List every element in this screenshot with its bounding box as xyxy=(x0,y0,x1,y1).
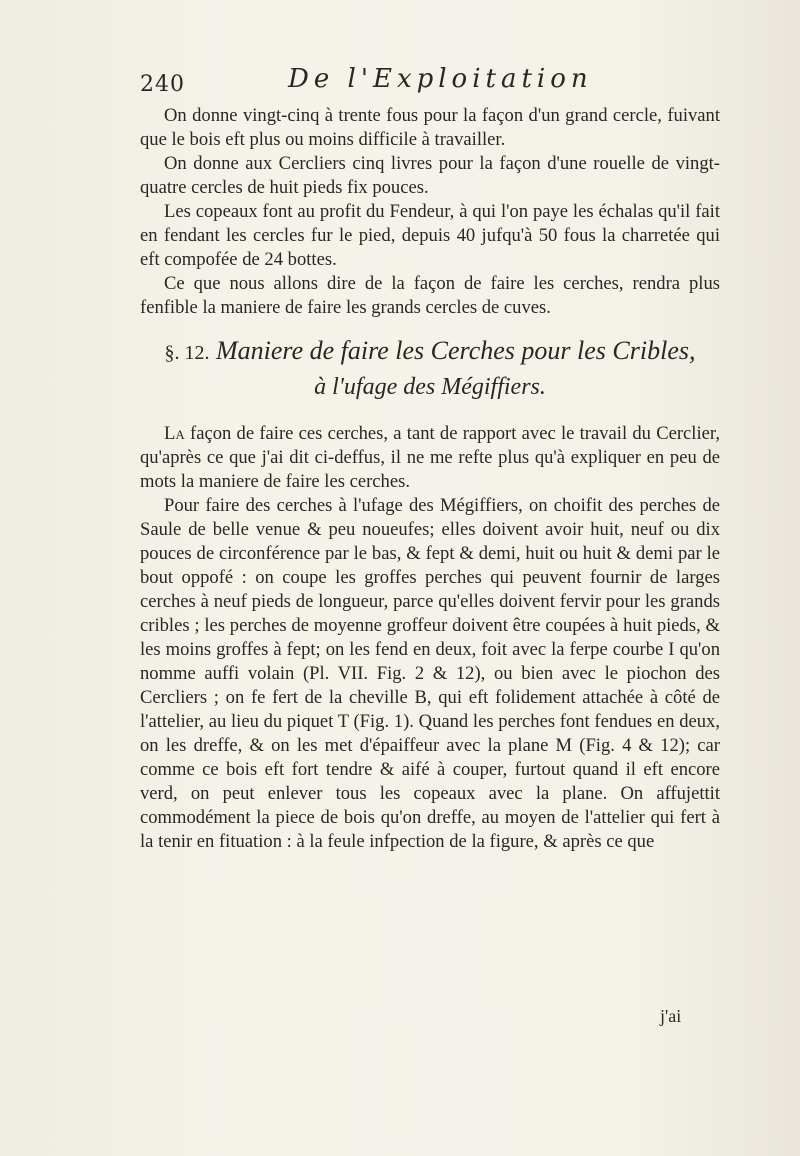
page-number: 240 xyxy=(140,72,185,97)
paragraph: On donne vingt-cinq à trente fous pour la façon d'un grand cercle, fuivant que le bois eft plus ou moins difficile à travailler. xyxy=(140,105,720,150)
section-heading xyxy=(140,334,720,404)
section-title-line2: à l'ufage des Mégiffiers. xyxy=(314,374,546,400)
paragraph-text: façon de faire ces cerches, a tant de rapport avec le travail du Cerclier, qu'après ce que j'ai dit ci-deffus, il ne me refte plus qu'à expliquer en peu de mots la maniere de faire les cerches. xyxy=(140,423,720,492)
paragraph: Pour faire des cerches à l'ufage des Mégiffiers, on choifit des perches de Saule de belle venue & peu noueufes; elles doivent avoir huit, neuf ou dix pouces de circonférence par le bas, & fept & demi, huit ou huit & demi par le bout oppofé : on coupe les groffes perches qui peuvent fournir de larges cerches à neuf pieds de longueur, parce qu'elles doivent fervir pour les grands cribles ; les perches de moyenne groffeur doivent être coupées à huit pieds, & les moins groffes à fept; on les fend en deux, foit avec la ferpe courbe I qu'on nomme auffi volain (Pl. VII. Fig. 2 & 12), ou bien avec le piochon des Cercliers ; on fe fert de la cheville B, qui eft folidement attachée à côté de l'attelier, au lieu du piquet T (Fig. 1). Quand les perches font fendues en deux, on les dreffe, & on les met d'épaiffeur avec la plane M (Fig. 4 & 12); car comme ce bois eft fort tendre & aifé à couper, furtout quand il eft encore verd, on peut enlever tous les copeaux avec la plane. On affujettit commodément la piece de bois qu'on dreffe, au moyen de l'attelier qui fert à la tenir en fituation : à la feule infpection de la figure, & après ce que xyxy=(140,495,720,852)
paragraph xyxy=(140,422,720,494)
running-title: De l'Exploitation xyxy=(288,64,593,94)
paragraph: On donne aux Cercliers cinq livres pour la façon d'une rouelle de vingt-quatre cercles de huit pieds fix pouces. xyxy=(140,153,720,198)
paragraph: Les copeaux font au profit du Fendeur, à qui l'on paye les échalas qu'il fait en fendant les cercles fur le pied, depuis 40 jufqu'à 50 fous la charretée qui eft compofée de 24 bottes. xyxy=(140,201,720,270)
lead-word: La xyxy=(164,423,185,444)
body-text xyxy=(140,104,720,854)
page-header xyxy=(140,64,700,104)
section-title-line1: Maniere de faire les Cerches pour les Cribles, xyxy=(216,336,696,365)
paragraph: Ce que nous allons dire de la façon de faire les cerches, rendra plus fenfible la maniere de faire les grands cercles de cuves. xyxy=(140,273,720,318)
catchword: j'ai xyxy=(660,1006,682,1026)
section-number: §. 12. xyxy=(164,342,210,364)
